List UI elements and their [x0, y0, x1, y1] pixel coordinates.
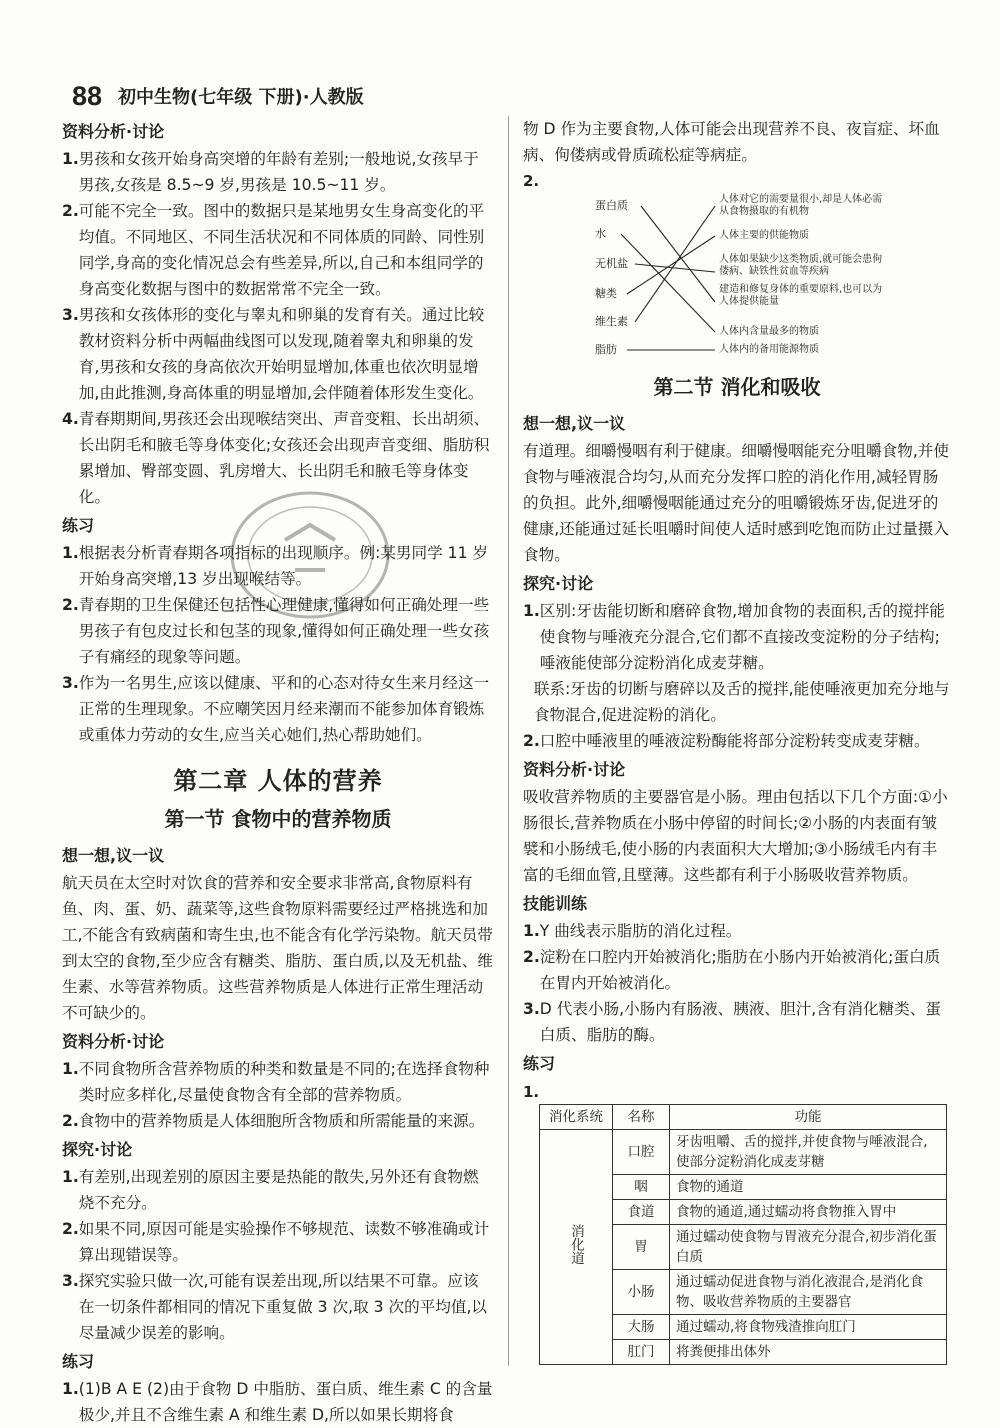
organ-function: 食物的通道,通过蠕动将食物推入胃中 — [670, 1200, 947, 1225]
list-item: 2. 青春期的卫生保健还包括性心理健康,懂得如何正确处理一些男孩子有包皮过长和包茎的现象,懂得如何正确处理一些女孩子有痛经的现象等问题。 — [62, 596, 490, 666]
function-label: 人体内含量最多的物质 — [719, 326, 819, 337]
heading-explore: 探究·讨论 — [62, 1140, 133, 1159]
organ-name: 肛门 — [613, 1340, 670, 1365]
heading-exercise: 练习 — [62, 516, 95, 535]
organ-name: 咽 — [613, 1175, 670, 1200]
list-item: 2. 食物中的营养物质是人体细胞所含物质和所需能量的来源。 — [62, 1112, 485, 1130]
heading-explore: 探究·讨论 — [523, 574, 594, 593]
nutrient-label: 糖类 — [595, 287, 617, 300]
paragraph: 吸收营养物质的主要器官是小肠。理由包括以下几个方面:①小肠很长,营养物质在小肠中停留的时间长;②小肠的内表面有皱襞和小肠绒毛,使小肠的内表面积大大增加;③小肠绒毛内有丰富的毛细血管,且壁薄。这些都有利于小肠吸收营养物质。 — [523, 788, 948, 884]
organ-name: 胃 — [613, 1225, 670, 1270]
list-item: 3. 男孩和女孩体形的变化与睾丸和卵巢的发育有关。通过比较教材资料分析中两幅曲线图可以发现,随着睾丸和卵巢的发育,男孩和女孩的身高依次开始明显增加,体重也依次明显增加,由此推测,身高体重的明显增加,会伴随着体形发生变化。 — [62, 306, 485, 402]
list-item: 1. 男孩和女孩开始身高突增的年龄有差别;一般地说,女孩早于男孩,女孩是 8.5~9 岁,男孩是 10.5~11 岁。 — [62, 150, 479, 194]
system-cell: 消化道 — [568, 1223, 584, 1265]
list-item: 3. 作为一名男生,应该以健康、平和的心态对待女生来月经这一正常的生理现象。不应嘲笑因月经来潮而不能参加体育锻炼或重体力劳动的女生,应当关心她们,热心帮助她们。 — [62, 674, 490, 744]
heading-think: 想一想,议一议 — [62, 846, 165, 865]
header-system: 消化系统 — [540, 1105, 613, 1130]
list-item: 2. 可能不完全一致。图中的数据只是某地男女生身高变化的平均值。不同地区、不同生活状况和不同体质的同龄、同性别同学,身高的变化情况总会有些差异,所以,自己和本组同学的身高变化数据与图中的数据常常不完全一致。 — [62, 202, 485, 298]
heading-exercise: 练习 — [62, 1352, 95, 1371]
organ-name: 小肠 — [613, 1270, 670, 1315]
nutrient-label: 水 — [595, 227, 606, 240]
organ-name: 口腔 — [613, 1130, 670, 1175]
organ-function: 通过蠕动,将食物残渣推向肛门 — [670, 1315, 947, 1340]
list-item: 2. 淀粉在口腔内开始被消化;脂肪在小肠内开始被消化;蛋白质在胃内开始被消化。 — [523, 948, 941, 992]
heading-data-analysis: 资料分析·讨论 — [523, 760, 626, 779]
list-item: 2. 口腔中唾液里的唾液淀粉酶能将部分淀粉转变成麦芽糖。 — [523, 732, 930, 750]
matching-diagram — [523, 194, 951, 366]
book-title: 初中生物(七年级 下册)·人教版 — [118, 87, 364, 108]
heading-think: 想一想,议一议 — [523, 414, 626, 433]
nutrient-label: 脂肪 — [595, 343, 617, 356]
organ-function: 牙齿咀嚼、舌的搅拌,并使食物与唾液混合,使部分淀粉消化成麦芽糖 — [670, 1130, 947, 1175]
page-header — [72, 72, 364, 112]
list-item: 1. (1)B A E (2)由于食物 D 中脂肪、蛋白质、维生素 C 的含量极少,并且不含维生素 A 和维生素 D,所以如果长期将食 — [62, 1380, 493, 1424]
right-column — [523, 116, 951, 1365]
list-item: 4. 青春期期间,男孩还会出现喉结突出、声音变粗、长出胡须、长出阴毛和腋毛等身体变化;女孩还会出现声音变细、脂肪积累增加、臀部变圆、乳房增大、长出阴毛和腋毛等身体变化。 — [62, 410, 490, 506]
organ-name: 大肠 — [613, 1315, 670, 1340]
organ-function: 通过蠕动使食物与胃液充分混合,初步消化蛋白质 — [670, 1225, 947, 1270]
paragraph-continued: 物 D 作为主要食物,人体可能会出现营养不良、夜盲症、坏血病、佝偻病或骨质疏松症等病症。 — [523, 120, 940, 164]
paragraph: 航天员在太空时对饮食的营养和安全要求非常高,食物原料有鱼、肉、蛋、奶、蔬菜等,这些食物原料需要经过严格挑选和加工,不能含有致病菌和寄生虫,也不能含有化学污染物。航天员带到太空的食物,至少应含有糖类、脂肪、蛋白质,以及无机盐、维生素、水等营养物质。这些营养物质是人体进行正常生理活动不可缺少的。 — [62, 874, 493, 1022]
page-number: 88 — [72, 81, 103, 111]
question-number: 1. — [523, 1083, 540, 1101]
list-item: 1. 不同食物所含营养物质的种类和数量是不同的;在选择食物种类时应多样化,尽量使食物含有全部的营养物质。 — [62, 1060, 490, 1104]
list-item: 1. 根据表分析青春期各项指标的出现顺序。例:某男同学 11 岁开始身高突增,13 岁出现喉结等。 — [62, 544, 489, 588]
question-number: 2. — [523, 172, 540, 190]
organ-name: 食道 — [613, 1200, 670, 1225]
function-label: 人体对它的需要量很小,却是人体必需从食物摄取的有机物 — [719, 194, 883, 217]
paragraph: 有道理。细嚼慢咽有利于健康。细嚼慢咽能充分咀嚼食物,并使食物与唾液混合均匀,从而充分发挥口腔的消化作用,减轻胃肠的负担。此外,细嚼慢咽能通过充分的咀嚼锻炼牙齿,促进牙的健康,还能通过延长咀嚼时间使人适时感到吃饱而防止过量摄入食物。 — [523, 442, 949, 564]
table-header-row — [540, 1105, 947, 1130]
function-label: 建造和修复身体的重要原料,也可以为人体提供能量 — [719, 284, 883, 307]
chapter-title: 第二章 人体的营养 — [173, 767, 383, 795]
list-item-sub: 联系:牙齿的切断与磨碎以及舌的搅拌,能使唾液更加充分地与食物混合,促进淀粉的消化。 — [533, 680, 950, 724]
nutrient-label: 无机盐 — [595, 257, 628, 270]
matching-lines — [523, 194, 951, 366]
heading-exercise: 练习 — [523, 1054, 556, 1073]
function-label: 人体主要的供能物质 — [719, 230, 809, 241]
column-divider — [508, 116, 509, 1366]
organ-function: 通过蠕动促进食物与消化液混合,是消化食物、吸收营养物质的主要器官 — [670, 1270, 947, 1315]
list-item: 3. 探究实验只做一次,可能有误差出现,所以结果不可靠。应该在一切条件都相同的情况下重复做 3 次,取 3 次的平均值,以尽量减少误差的影响。 — [62, 1272, 488, 1342]
digestive-system-table — [539, 1104, 947, 1365]
organ-function: 将粪便排出体外 — [670, 1340, 947, 1365]
table-row — [540, 1130, 947, 1175]
heading-skill-training: 技能训练 — [523, 894, 588, 913]
header-name: 名称 — [613, 1105, 670, 1130]
list-item: 1. 区别:牙齿能切断和磨碎食物,增加食物的表面积,舌的搅拌能使食物与唾液充分混合,它们都不直接改变淀粉的分子结构;唾液能使部分淀粉消化成麦芽糖。 — [523, 602, 945, 672]
header-function: 功能 — [670, 1105, 947, 1130]
function-label: 人体如果缺少这类物质,就可能会患佝偻病、缺铁性贫血等疾病 — [719, 254, 883, 277]
heading-data-analysis: 资料分析·讨论 — [62, 1032, 165, 1051]
nutrient-label: 蛋白质 — [595, 199, 628, 212]
list-item: 1. Y 曲线表示脂肪的消化过程。 — [523, 922, 742, 940]
nutrient-label: 维生素 — [595, 315, 628, 328]
section-title: 第二节 消化和吸收 — [653, 375, 821, 399]
list-item: 2. 如果不同,原因可能是实验操作不够规范、读数不够准确或计算出现错误等。 — [62, 1220, 490, 1264]
organ-function: 食物的通道 — [670, 1175, 947, 1200]
left-column — [62, 116, 494, 1428]
section-title: 第一节 食物中的营养物质 — [164, 807, 392, 831]
list-item: 3. D 代表小肠,小肠内有肠液、胰液、胆汁,含有消化糖类、蛋白质、脂肪的酶。 — [523, 1000, 941, 1044]
heading-data-analysis: 资料分析·讨论 — [62, 122, 165, 141]
function-label: 人体内的备用能源物质 — [719, 344, 819, 355]
list-item: 1. 有差别,出现差别的原因主要是热能的散失,另外还有食物燃烧不充分。 — [62, 1168, 479, 1212]
